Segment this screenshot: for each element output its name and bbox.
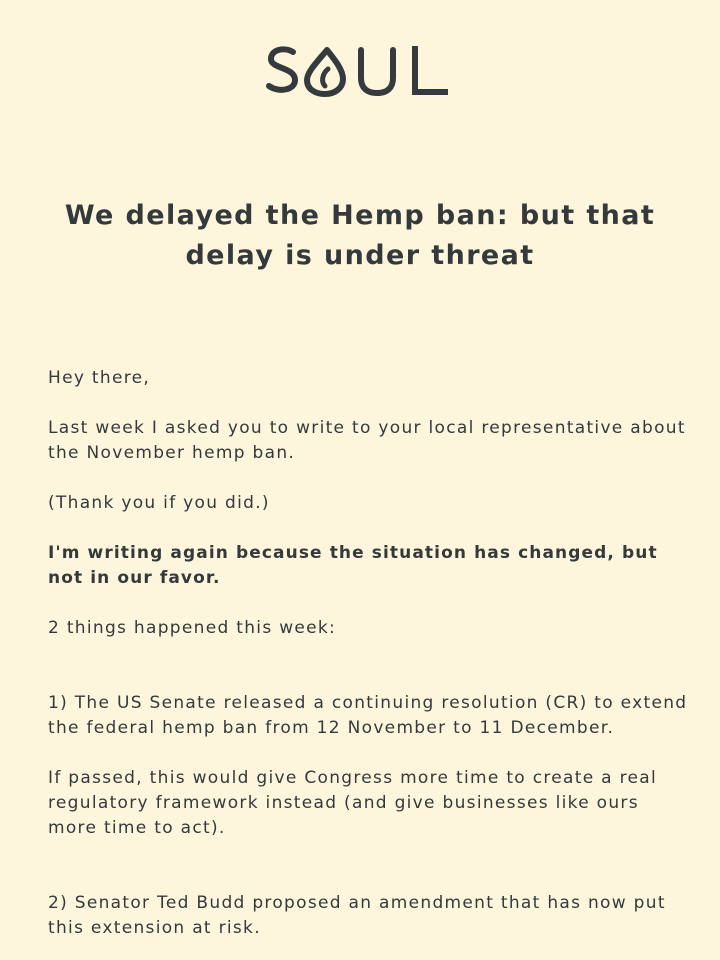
brand-logo <box>0 42 720 102</box>
email-body <box>48 366 688 941</box>
email-headline: We delayed the Hemp ban: but that delay is under threat <box>64 200 656 271</box>
paragraph-1: Last week I asked you to write to your local representative about the November hemp ban. <box>48 418 686 463</box>
paragraph-2: (Thank you if you did.) <box>48 493 270 513</box>
soul-logo-icon <box>265 42 455 102</box>
greeting: Hey there, <box>48 368 151 388</box>
list-item-2: 2) Senator Ted Budd proposed an amendment that has now put this extension at risk. <box>48 893 666 938</box>
list-item-1: 1) The US Senate released a continuing resolution (CR) to extend the federal hemp ban from 12 November to 11 December. <box>48 693 688 738</box>
paragraph-3-bold: I'm writing again because the situation has changed, but not in our favor. <box>48 543 658 588</box>
list-item-1-followup: If passed, this would give Congress more time to create a real regulatory framework instead (and give businesses like ours more time to act). <box>48 768 657 838</box>
paragraph-4: 2 things happened this week: <box>48 618 337 638</box>
